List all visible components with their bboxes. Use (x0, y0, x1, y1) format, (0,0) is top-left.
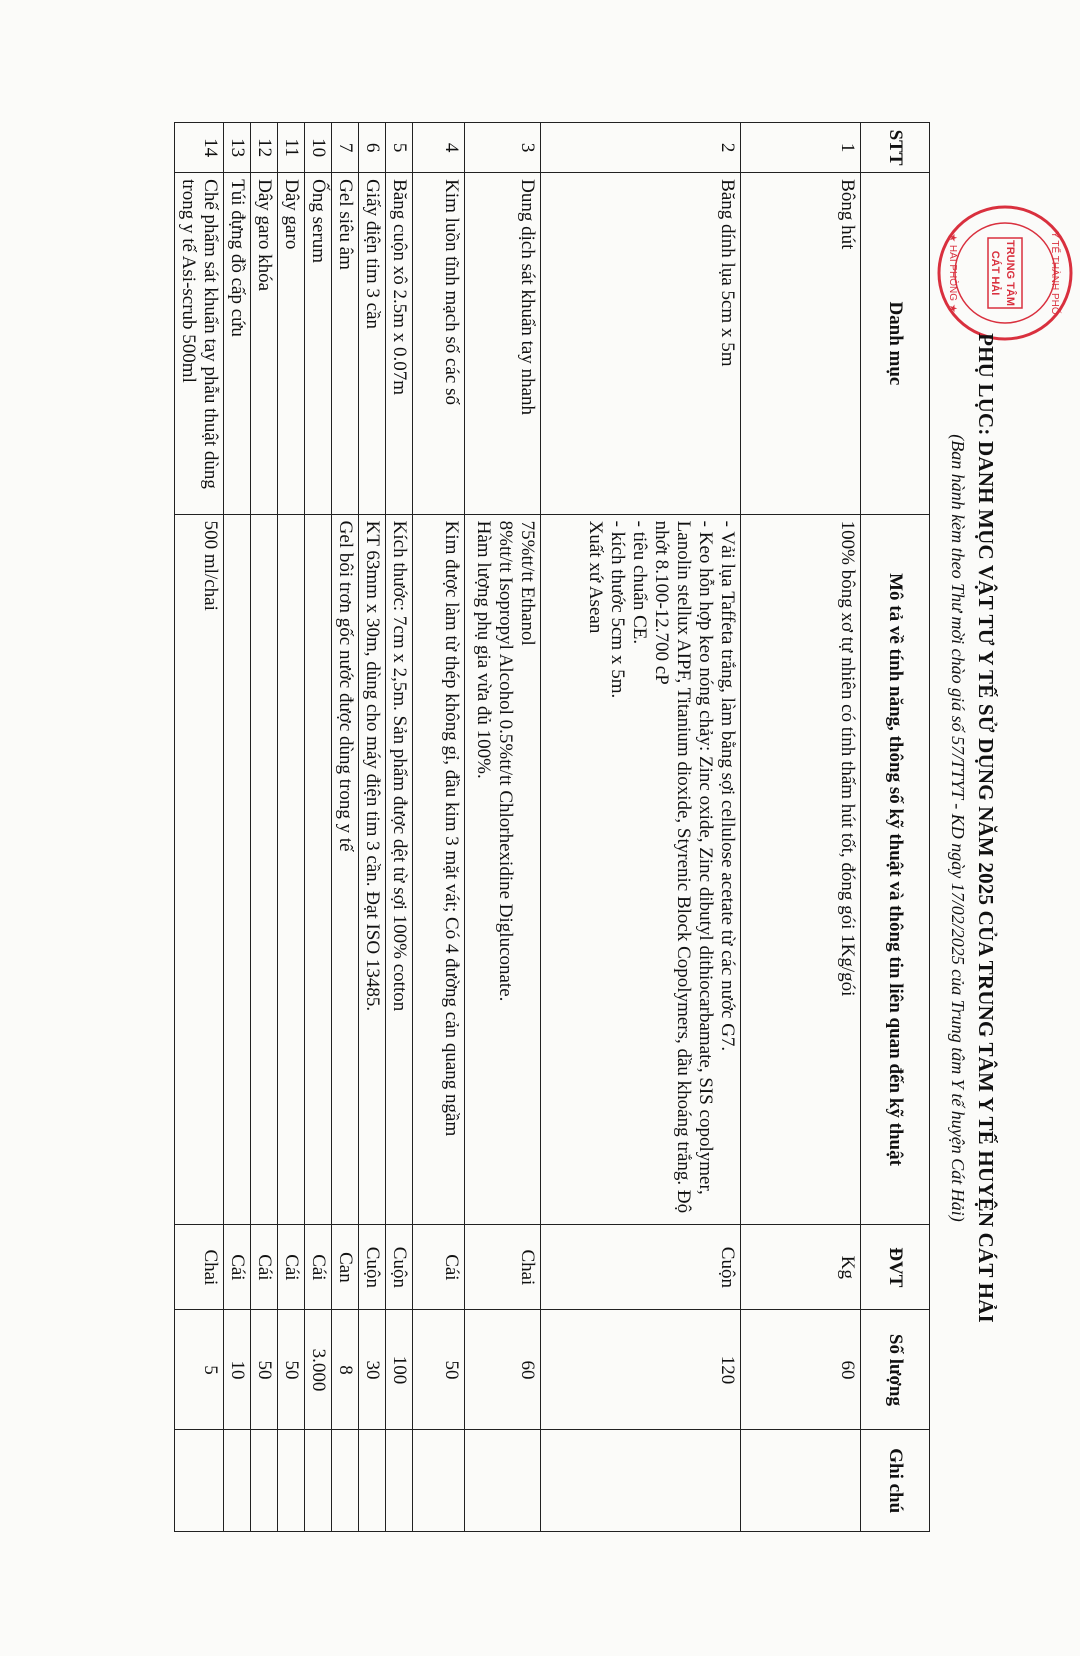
cell-unit: Cái (278, 1225, 305, 1310)
cell-quantity: 50 (278, 1310, 305, 1430)
cell-note (413, 1430, 465, 1532)
cell-description (278, 514, 305, 1225)
header-unit: ĐVT (861, 1225, 930, 1310)
table-row (332, 123, 359, 1532)
cell-name: Băng cuộn xô 2.5m x 0.07m (386, 173, 413, 515)
description-line: 75%tt/tt Ethanol (517, 520, 538, 646)
table-row (541, 123, 741, 1532)
svg-text:CÁT HẢI: CÁT HẢI (989, 250, 1001, 296)
description-line: Kim được làm từ thép không gỉ, đầu kim 3 mặt vát; Có 4 đường cản quang ngầm (441, 520, 462, 1137)
table-row (175, 123, 224, 1532)
description-line: Xuất xứ Asean (585, 520, 606, 634)
cell-note (305, 1430, 332, 1532)
description-line: Kích thước: 7cm x 2,5m. Sản phẩm được dệt từ sợi 100% cotton (389, 520, 410, 1012)
cell-note (251, 1430, 278, 1532)
cell-unit: Cuộn (386, 1225, 413, 1310)
cell-note (541, 1430, 741, 1532)
cell-name: Ống serum (305, 173, 332, 515)
table-body (175, 123, 861, 1532)
supplies-table (174, 122, 930, 1532)
cell-stt: 13 (224, 123, 251, 173)
cell-name: Dung dịch sát khuẩn tay nhanh (465, 173, 541, 515)
svg-text:★ HẢI PHÒNG ★: ★ HẢI PHÒNG ★ (947, 233, 958, 313)
table-row (741, 123, 861, 1532)
header-stt: STT (861, 123, 930, 173)
cell-quantity: 60 (465, 1310, 541, 1430)
description-line: - kích thước 5cm x 5m. (607, 520, 628, 699)
description-line: 500 ml/chai (200, 520, 221, 611)
cell-unit: Cái (305, 1225, 332, 1310)
cell-note (175, 1430, 224, 1532)
cell-stt: 4 (413, 123, 465, 173)
document-title: PHỤ LỤC: DANH MỤC VẬT TƯ Y TẾ SỬ DỤNG NĂM 2025 CỦA TRUNG TÂM Y TẾ HUYỆN CÁT HẢI (974, 333, 998, 1323)
cell-stt: 6 (359, 123, 386, 173)
table-row (465, 123, 541, 1532)
cell-stt: 2 (541, 123, 741, 173)
description-line: Hàm lượng phụ gia vừa đủ 100%. (473, 520, 494, 779)
cell-stt: 7 (332, 123, 359, 173)
cell-unit: Kg (741, 1225, 861, 1310)
cell-description (359, 514, 386, 1225)
cell-stt: 5 (386, 123, 413, 173)
table-row (359, 123, 386, 1532)
svg-text:TRUNG TÂM: TRUNG TÂM (1004, 240, 1016, 306)
cell-name: Kim luồn tĩnh mạch số các số (413, 173, 465, 515)
cell-stt: 1 (741, 123, 861, 173)
cell-stt: 11 (278, 123, 305, 173)
cell-unit: Cuộn (359, 1225, 386, 1310)
description-line: KT 63mm x 30m, dùng cho máy điện tim 3 cần. Đạt ISO 13485. (362, 520, 383, 1012)
cell-name: Chế phẩm sát khuẩn tay phẫu thuật dùng trong y tế Asi-scrub 500ml (175, 173, 224, 515)
cell-quantity: 120 (541, 1310, 741, 1430)
cell-unit: Chai (465, 1225, 541, 1310)
cell-name: Gel siêu âm (332, 173, 359, 515)
cell-note (224, 1430, 251, 1532)
cell-unit: Can (332, 1225, 359, 1310)
cell-stt: 12 (251, 123, 278, 173)
cell-name: Băng dính lụa 5cm x 5m (541, 173, 741, 515)
cell-stt: 3 (465, 123, 541, 173)
cell-quantity: 5 (175, 1310, 224, 1430)
cell-description (224, 514, 251, 1225)
table-row (224, 123, 251, 1532)
cell-description (413, 514, 465, 1225)
cell-unit: Cái (251, 1225, 278, 1310)
cell-note (359, 1430, 386, 1532)
description-line: - Vải lụa Taffeta trắng, làm bằng sợi cellulose acetate từ các nước G7. (717, 520, 738, 1052)
cell-unit: Chai (175, 1225, 224, 1310)
cell-quantity: 3.000 (305, 1310, 332, 1430)
description-line: 8%tt/tt Isopropyl Alcohol 0.5%tt/tt Chlorhexidine Digluconate. (495, 520, 516, 1002)
cell-name: Dây garo (278, 173, 305, 515)
table-row (305, 123, 332, 1532)
description-line: 100% bông xơ tự nhiên có tính thấm hút tốt, đóng gói 1Kg/gói (837, 520, 858, 997)
cell-quantity: 8 (332, 1310, 359, 1430)
cell-quantity: 10 (224, 1310, 251, 1430)
header-description: Mô tả về tính năng, thông số kỹ thuật và thông tin liên quan đến kỹ thuật (861, 514, 930, 1225)
cell-name: Bông hút (741, 173, 861, 515)
cell-description (741, 514, 861, 1225)
header-quantity: Số lượng (861, 1310, 930, 1430)
cell-quantity: 50 (413, 1310, 465, 1430)
table-row (251, 123, 278, 1532)
cell-stt: 14 (175, 123, 224, 173)
cell-note (278, 1430, 305, 1532)
header-note: Ghi chú (861, 1430, 930, 1532)
table-row (413, 123, 465, 1532)
cell-note (332, 1430, 359, 1532)
cell-stt: 10 (305, 123, 332, 173)
cell-note (386, 1430, 413, 1532)
cell-description (465, 514, 541, 1225)
cell-name: Túi đựng đồ cấp cứu (224, 173, 251, 515)
document-subtitle: (Ban hành kèm theo Thư mời chào giá số 57/TTYT - KD ngày 17/02/2025 của Trung tâm Y tế huyện Cát Hải) (948, 434, 968, 1222)
cell-quantity: 100 (386, 1310, 413, 1430)
cell-unit: Cái (413, 1225, 465, 1310)
cell-description (305, 514, 332, 1225)
cell-description (541, 514, 741, 1225)
cell-description (251, 514, 278, 1225)
cell-name: Dây garo khóa (251, 173, 278, 515)
cell-unit: Cái (224, 1225, 251, 1310)
cell-note (465, 1430, 541, 1532)
table-row (278, 123, 305, 1532)
table-row (386, 123, 413, 1532)
cell-description (332, 514, 359, 1225)
cell-description (175, 514, 224, 1225)
description-line: - Keo hỗn hợp keo nóng chảy: Zinc oxide, Zinc dibutyl dithiocarbamate, SIS copolymer, Lanolin stellux AIPF, Titanium dioxide, Styrenic Block Copolymers, dầu khoáng trắng. Độ nhớt 8.100-12.700 cP (651, 520, 716, 1214)
svg-text:Y TẾ THÀNH PHỐ: Y TẾ THÀNH PHỐ (1049, 231, 1060, 315)
cell-unit: Cuộn (541, 1225, 741, 1310)
description-line: Gel bôi trơn gốc nước được dùng trong y tế (335, 520, 356, 852)
cell-quantity: 30 (359, 1310, 386, 1430)
cell-note (741, 1430, 861, 1532)
cell-quantity: 50 (251, 1310, 278, 1430)
description-line: - tiêu chuẩn CE. (629, 520, 650, 645)
cell-name: Giấy điện tim 3 cần (359, 173, 386, 515)
cell-quantity: 60 (741, 1310, 861, 1430)
table-header-row (861, 123, 930, 1532)
header-name: Danh mục (861, 173, 930, 515)
cell-description (386, 514, 413, 1225)
